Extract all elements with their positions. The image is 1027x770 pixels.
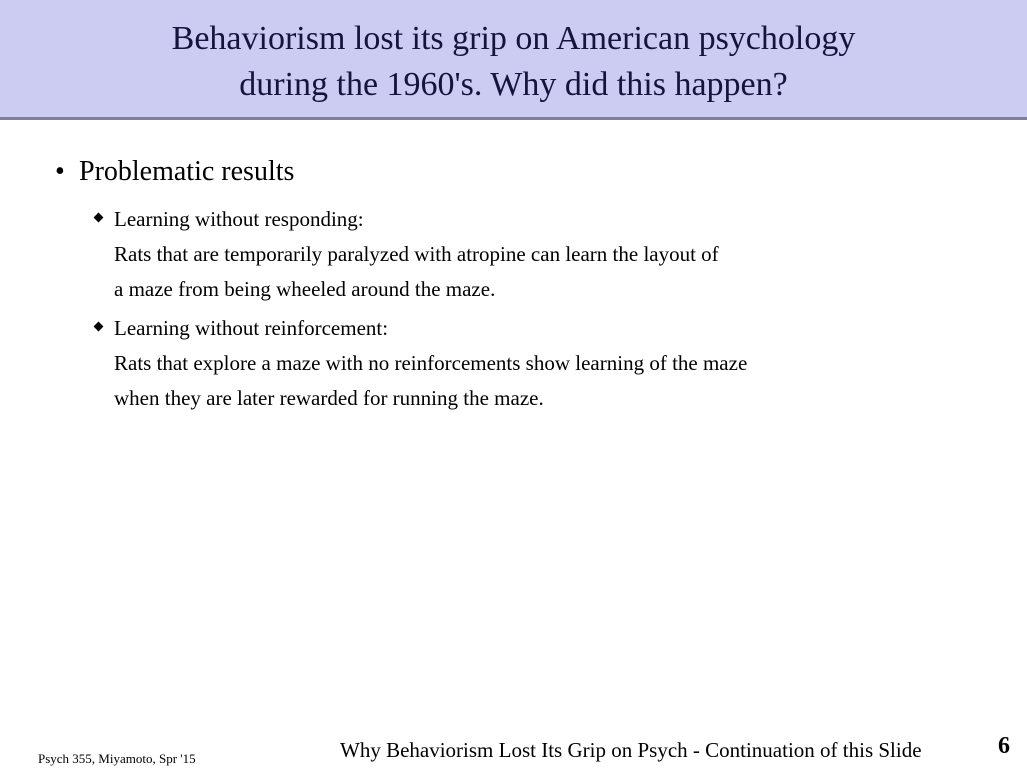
page-number: 6 [998,733,1010,759]
footer-slide-note: Why Behaviorism Lost Its Grip on Psych - Continuation of this Slide [340,738,922,762]
main-bullet-text: Problematic results [79,156,295,187]
sub-bullet-detail-line: Rats that explore a maze with no reinforcements show learning of the maze [114,351,748,375]
sub-bullet-detail-line: when they are later rewarded for running the maze. [114,386,544,410]
sub-bullet-detail-line: a maze from being wheeled around the maze. [114,277,496,301]
title-band [0,0,1027,120]
sub-bullet-heading: Learning without reinforcement: [114,316,389,340]
sub-bullet-detail-line: Rats that are temporarily paralyzed with atropine can learn the layout of [114,242,719,266]
sub-bullet-heading: Learning without responding: [114,207,364,231]
title-line-2: during the 1960's. Why did this happen? [239,66,788,103]
main-bullet [55,155,294,189]
sub-bullet-learning-without-reinforcement [95,311,747,416]
footer-course-label: Psych 355, Miyamoto, Spr '15 [38,751,196,766]
slide-title [0,16,1027,108]
sub-bullet-learning-without-responding [95,202,719,307]
bullet-dot-icon: • [55,156,65,187]
title-line-1: Behaviorism lost its grip on American psychology [171,20,856,57]
